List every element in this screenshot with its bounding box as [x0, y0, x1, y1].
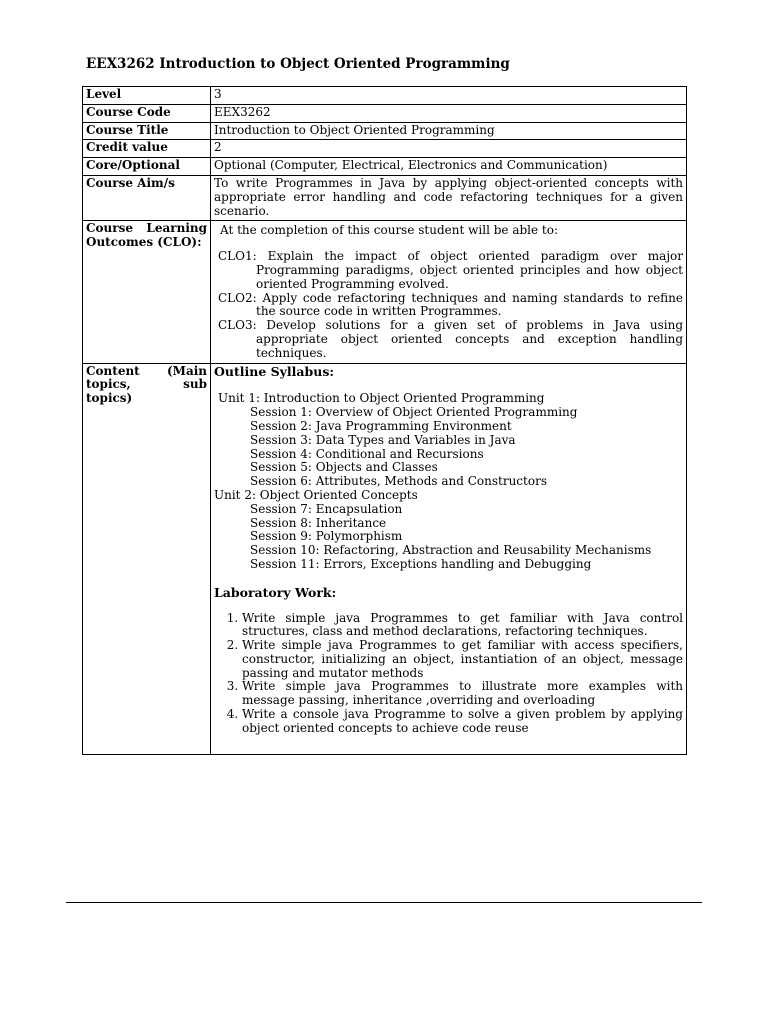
clo-cell [211, 221, 687, 363]
lab-item: 4. Write a console java Programme to solve a given problem by applying object oriented concepts to achieve code reuse [242, 708, 683, 736]
row-content [83, 363, 687, 754]
lab-item: 1. Write simple java Programmes to get familiar with Java control structures, class and method declarations, refactoring techniques. [242, 612, 683, 640]
level-value: 3 [211, 87, 687, 105]
clo-label: Course Learning Outcomes (CLO): [83, 221, 211, 363]
unit-1-title: Unit 1: Introduction to Object Oriented Programming [218, 391, 545, 406]
session-item: Session 4: Conditional and Recursions [250, 446, 484, 461]
session-item: Session 3: Data Types and Variables in Java [250, 432, 516, 447]
course-details-table [82, 86, 687, 755]
clo-intro: At the completion of this course student will be able to: [220, 223, 558, 238]
row-clo [83, 221, 687, 363]
row-level [83, 87, 687, 105]
credit-value-label: Credit value [83, 140, 211, 158]
level-label: Level [83, 87, 211, 105]
course-aims-value: To write Programmes in Java by applying object-oriented concepts with appropriate error handling and code refactoring techniques for a given scenario. [211, 175, 687, 220]
outline-syllabus-heading: Outline Syllabus: [214, 363, 335, 379]
clo-item-2: CLO2: Apply code refactoring techniques and naming standards to refine the source code in written Programmes. [218, 290, 683, 319]
row-core-optional [83, 158, 687, 176]
course-code-label: Course Code [83, 104, 211, 122]
session-item: Session 10: Refactoring, Abstraction and Reusability Mechanisms [250, 543, 652, 558]
core-optional-label: Core/Optional [83, 158, 211, 176]
session-item: Session 7: Encapsulation [250, 501, 403, 516]
course-title-value: Introduction to Object Oriented Programming [211, 122, 687, 140]
session-item: Session 1: Overview of Object Oriented Programming [250, 405, 578, 420]
course-title-label: Course Title [83, 122, 211, 140]
core-optional-value: Optional (Computer, Electrical, Electronics and Communication) [211, 158, 687, 176]
row-course-aims [83, 175, 687, 220]
row-course-code [83, 104, 687, 122]
row-course-title [83, 122, 687, 140]
row-credit-value [83, 140, 687, 158]
session-item: Session 2: Java Programming Environment [250, 418, 512, 433]
footer-divider [66, 902, 702, 903]
content-label: Content (Main topics, sub topics) [83, 363, 211, 754]
unit-2-title: Unit 2: Object Oriented Concepts [214, 487, 418, 502]
content-cell [211, 363, 687, 754]
session-item: Session 6: Attributes, Methods and Constructors [250, 474, 547, 489]
session-item: Session 8: Inheritance [250, 515, 387, 530]
session-item: Session 5: Objects and Classes [250, 460, 438, 475]
credit-value-value: 2 [211, 140, 687, 158]
lab-item: 3. Write simple java Programmes to illustrate more examples with message passing, inheritance ,overriding and overloading [242, 680, 683, 708]
session-item: Session 11: Errors, Exceptions handling and Debugging [250, 556, 592, 571]
course-aims-label: Course Aim/s [83, 175, 211, 220]
laboratory-work-heading: Laboratory Work: [214, 584, 337, 600]
clo-item-3: CLO3: Develop solutions for a given set of problems in Java using appropriate object oriented concepts and exception handling techniques. [218, 318, 683, 360]
document-title: EEX3262 Introduction to Object Oriented Programming [86, 56, 510, 72]
course-code-value: EEX3262 [211, 104, 687, 122]
clo-item-1: CLO1: Explain the impact of object oriented paradigm over major Programming paradigms, object oriented principles and how object oriented Programming evolved. [218, 249, 683, 291]
session-item: Session 9: Polymorphism [250, 529, 403, 544]
laboratory-work-list [214, 612, 683, 736]
lab-item: 2. Write simple java Programmes to get familiar with access specifiers, constructor, initializing an object, instantiation of an object, message passing and mutator methods [242, 639, 683, 680]
